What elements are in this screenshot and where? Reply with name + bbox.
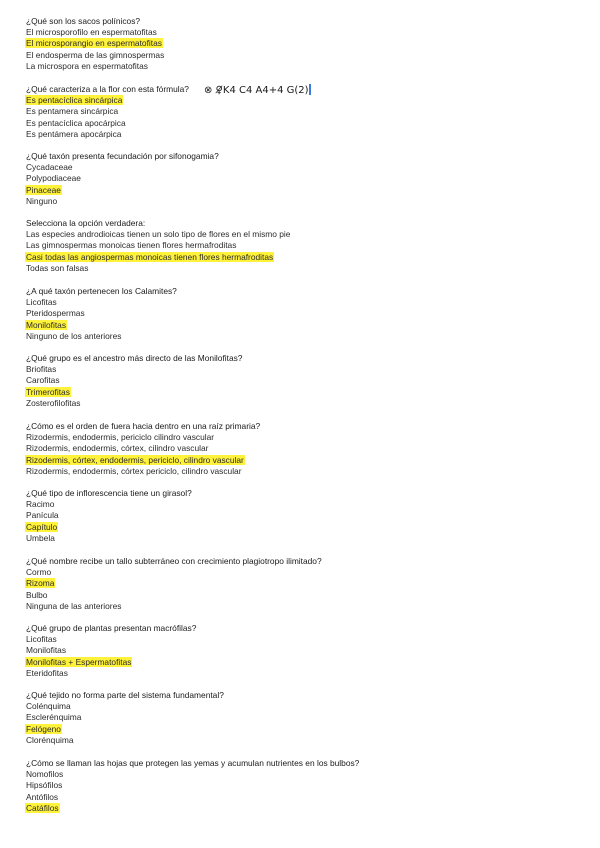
option-text: Pinaceae <box>26 184 61 195</box>
answer-option <box>26 162 219 173</box>
answer-option <box>26 50 164 61</box>
answer-option-highlighted <box>26 185 219 196</box>
answer-option <box>26 510 192 521</box>
option-text: Monilofitas <box>26 645 67 656</box>
option-text: Polypodiaceae <box>26 173 81 184</box>
answer-option-highlighted <box>26 724 224 735</box>
answer-option <box>26 27 164 38</box>
answer-option <box>26 229 290 240</box>
question-block <box>26 488 192 544</box>
answer-option <box>26 499 192 510</box>
question-text: ¿Qué son los sacos polínicos? <box>26 16 141 26</box>
option-text: Trimerofitas <box>26 386 70 397</box>
question-text: ¿A qué taxón pertenecen los Calamites? <box>26 286 177 296</box>
question-text: Selecciona la opción verdadera: <box>26 218 146 228</box>
option-text: Felógeno <box>26 723 61 734</box>
option-text: Las gimnospermas monoicas tienen flores hermafroditas <box>26 240 237 251</box>
option-text: Esclerénquima <box>26 712 82 723</box>
answer-option <box>26 240 290 251</box>
question-block <box>26 353 242 409</box>
question-text: ¿Qué caracteriza a la flor con esta fórmula? <box>26 84 189 94</box>
option-text: Monilofitas <box>26 319 67 330</box>
answer-option <box>26 118 189 129</box>
answer-option <box>26 443 260 454</box>
answer-option <box>26 106 189 117</box>
option-text: Es pentamera sincárpica <box>26 106 119 117</box>
flower-formula <box>204 84 311 97</box>
question-text: ¿Qué grupo de plantas presentan macrófilas? <box>26 623 197 633</box>
option-text: Colénquima <box>26 701 71 712</box>
option-text: El endosperma de las gimnospermas <box>26 49 165 60</box>
option-text: La microspora en espermatofitas <box>26 60 148 71</box>
answer-option-highlighted <box>26 95 189 106</box>
answer-option <box>26 129 189 140</box>
answer-option <box>26 712 224 723</box>
answer-option <box>26 173 219 184</box>
option-text: Clorénquima <box>26 734 74 745</box>
option-text: Umbela <box>26 532 55 543</box>
option-text: Es pentacíclica apocárpica <box>26 117 126 128</box>
answer-option <box>26 792 359 803</box>
answer-option-highlighted <box>26 387 242 398</box>
option-text: Las especies androdioicas tienen un solo tipo de flores en el mismo pie <box>26 229 291 240</box>
question-block <box>26 556 322 612</box>
question-text: ¿Qué tejido no forma parte del sistema fundamental? <box>26 690 224 700</box>
option-text: Nomofilos <box>26 769 64 780</box>
answer-option <box>26 196 219 207</box>
answer-option <box>26 533 192 544</box>
question-text: ¿Qué nombre recibe un tallo subterráneo con crecimiento plagiotropo ilimitado? <box>26 556 322 566</box>
question-block <box>26 623 196 679</box>
option-text: Bulbo <box>26 589 48 600</box>
answer-option <box>26 780 359 791</box>
option-text: Monilofitas + Espermatofitas <box>26 656 132 667</box>
option-text: Rizoma <box>26 578 55 589</box>
question-text: ¿Cómo se llaman las hojas que protegen las yemas y acumulan nutrientes en los bulbos? <box>26 758 360 768</box>
answer-option <box>26 769 359 780</box>
answer-option-highlighted <box>26 578 322 589</box>
answer-option <box>26 645 196 656</box>
option-text: Rizodermis, endodermis, córtex, cilindro vascular <box>26 443 209 454</box>
answer-option <box>26 701 224 712</box>
formula-text: ⊗ ♀̸K4 C4 A4+4 G(2) <box>204 85 309 96</box>
option-text: Rizodermis, endodermis, periciclo cilindro vascular <box>26 432 215 443</box>
question-text: ¿Qué tipo de inflorescencia tiene un girasol? <box>26 488 192 498</box>
answer-option <box>26 375 242 386</box>
answer-option <box>26 735 224 746</box>
answer-option-highlighted <box>26 455 260 466</box>
option-text: Todas son falsas <box>26 262 89 273</box>
question-block <box>26 690 224 746</box>
question-block <box>26 421 260 477</box>
answer-option <box>26 590 322 601</box>
question-text: ¿Cómo es el orden de fuera hacia dentro en una raíz primaria? <box>26 421 261 431</box>
option-text: Ninguno de los anteriores <box>26 330 122 341</box>
question-block <box>26 286 177 342</box>
answer-option-highlighted <box>26 320 177 331</box>
question-text: ¿Qué grupo es el ancestro más directo de las Monilofitas? <box>26 353 243 363</box>
option-text: Racimo <box>26 499 55 510</box>
option-text: Capítulo <box>26 521 58 532</box>
answer-option <box>26 61 164 72</box>
answer-option <box>26 634 196 645</box>
option-text: Ninguno <box>26 195 58 206</box>
option-text: Licofitas <box>26 634 57 645</box>
question-text: ¿Qué taxón presenta fecundación por sifonogamia? <box>26 151 219 161</box>
answer-option <box>26 308 177 319</box>
option-text: Ninguna de las anteriores <box>26 600 122 611</box>
option-text: Cycadaceae <box>26 162 73 173</box>
option-text: Casi todas las angiospermas monoicas tienen flores hermafroditas <box>26 251 274 262</box>
question-block <box>26 16 164 72</box>
answer-option <box>26 466 260 477</box>
question-block <box>26 151 219 207</box>
answer-option-highlighted <box>26 522 192 533</box>
question-block <box>26 84 189 140</box>
option-text: Rizodermis, endodermis, córtex periciclo, cilindro vascular <box>26 465 242 476</box>
answer-option-highlighted <box>26 38 164 49</box>
option-text: Carofitas <box>26 375 60 386</box>
option-text: El microsporangio en espermatofitas <box>26 38 162 49</box>
option-text: Panícula <box>26 510 59 521</box>
option-text: Pteridospermas <box>26 308 85 319</box>
option-text: Eteridofitas <box>26 667 68 678</box>
answer-option-highlighted <box>26 803 359 814</box>
answer-option <box>26 668 196 679</box>
option-text: Es pentacíclica sincárpica <box>26 95 123 106</box>
option-text: Antófilos <box>26 791 59 802</box>
option-text: Rizodermis, córtex, endodermis, periciclo, cilindro vascular <box>26 454 244 465</box>
answer-option-highlighted <box>26 657 196 668</box>
text-cursor <box>309 84 311 95</box>
option-text: El microsporofilo en espermatofitas <box>26 27 157 38</box>
option-text: Hipsófilos <box>26 780 63 791</box>
option-text: Briofitas <box>26 364 57 375</box>
question-block <box>26 218 290 274</box>
option-text: Cormo <box>26 567 52 578</box>
answer-option <box>26 263 290 274</box>
option-text: Zosterofilofitas <box>26 397 81 408</box>
answer-option <box>26 398 242 409</box>
question-block <box>26 758 359 814</box>
answer-option <box>26 297 177 308</box>
answer-option <box>26 331 177 342</box>
option-text: Es pentámera apocárpica <box>26 128 122 139</box>
answer-option <box>26 567 322 578</box>
option-text: Licofitas <box>26 297 57 308</box>
answer-option <box>26 432 260 443</box>
option-text: Catáfilos <box>26 802 59 813</box>
answer-option <box>26 601 322 612</box>
answer-option <box>26 364 242 375</box>
answer-option-highlighted <box>26 252 290 263</box>
